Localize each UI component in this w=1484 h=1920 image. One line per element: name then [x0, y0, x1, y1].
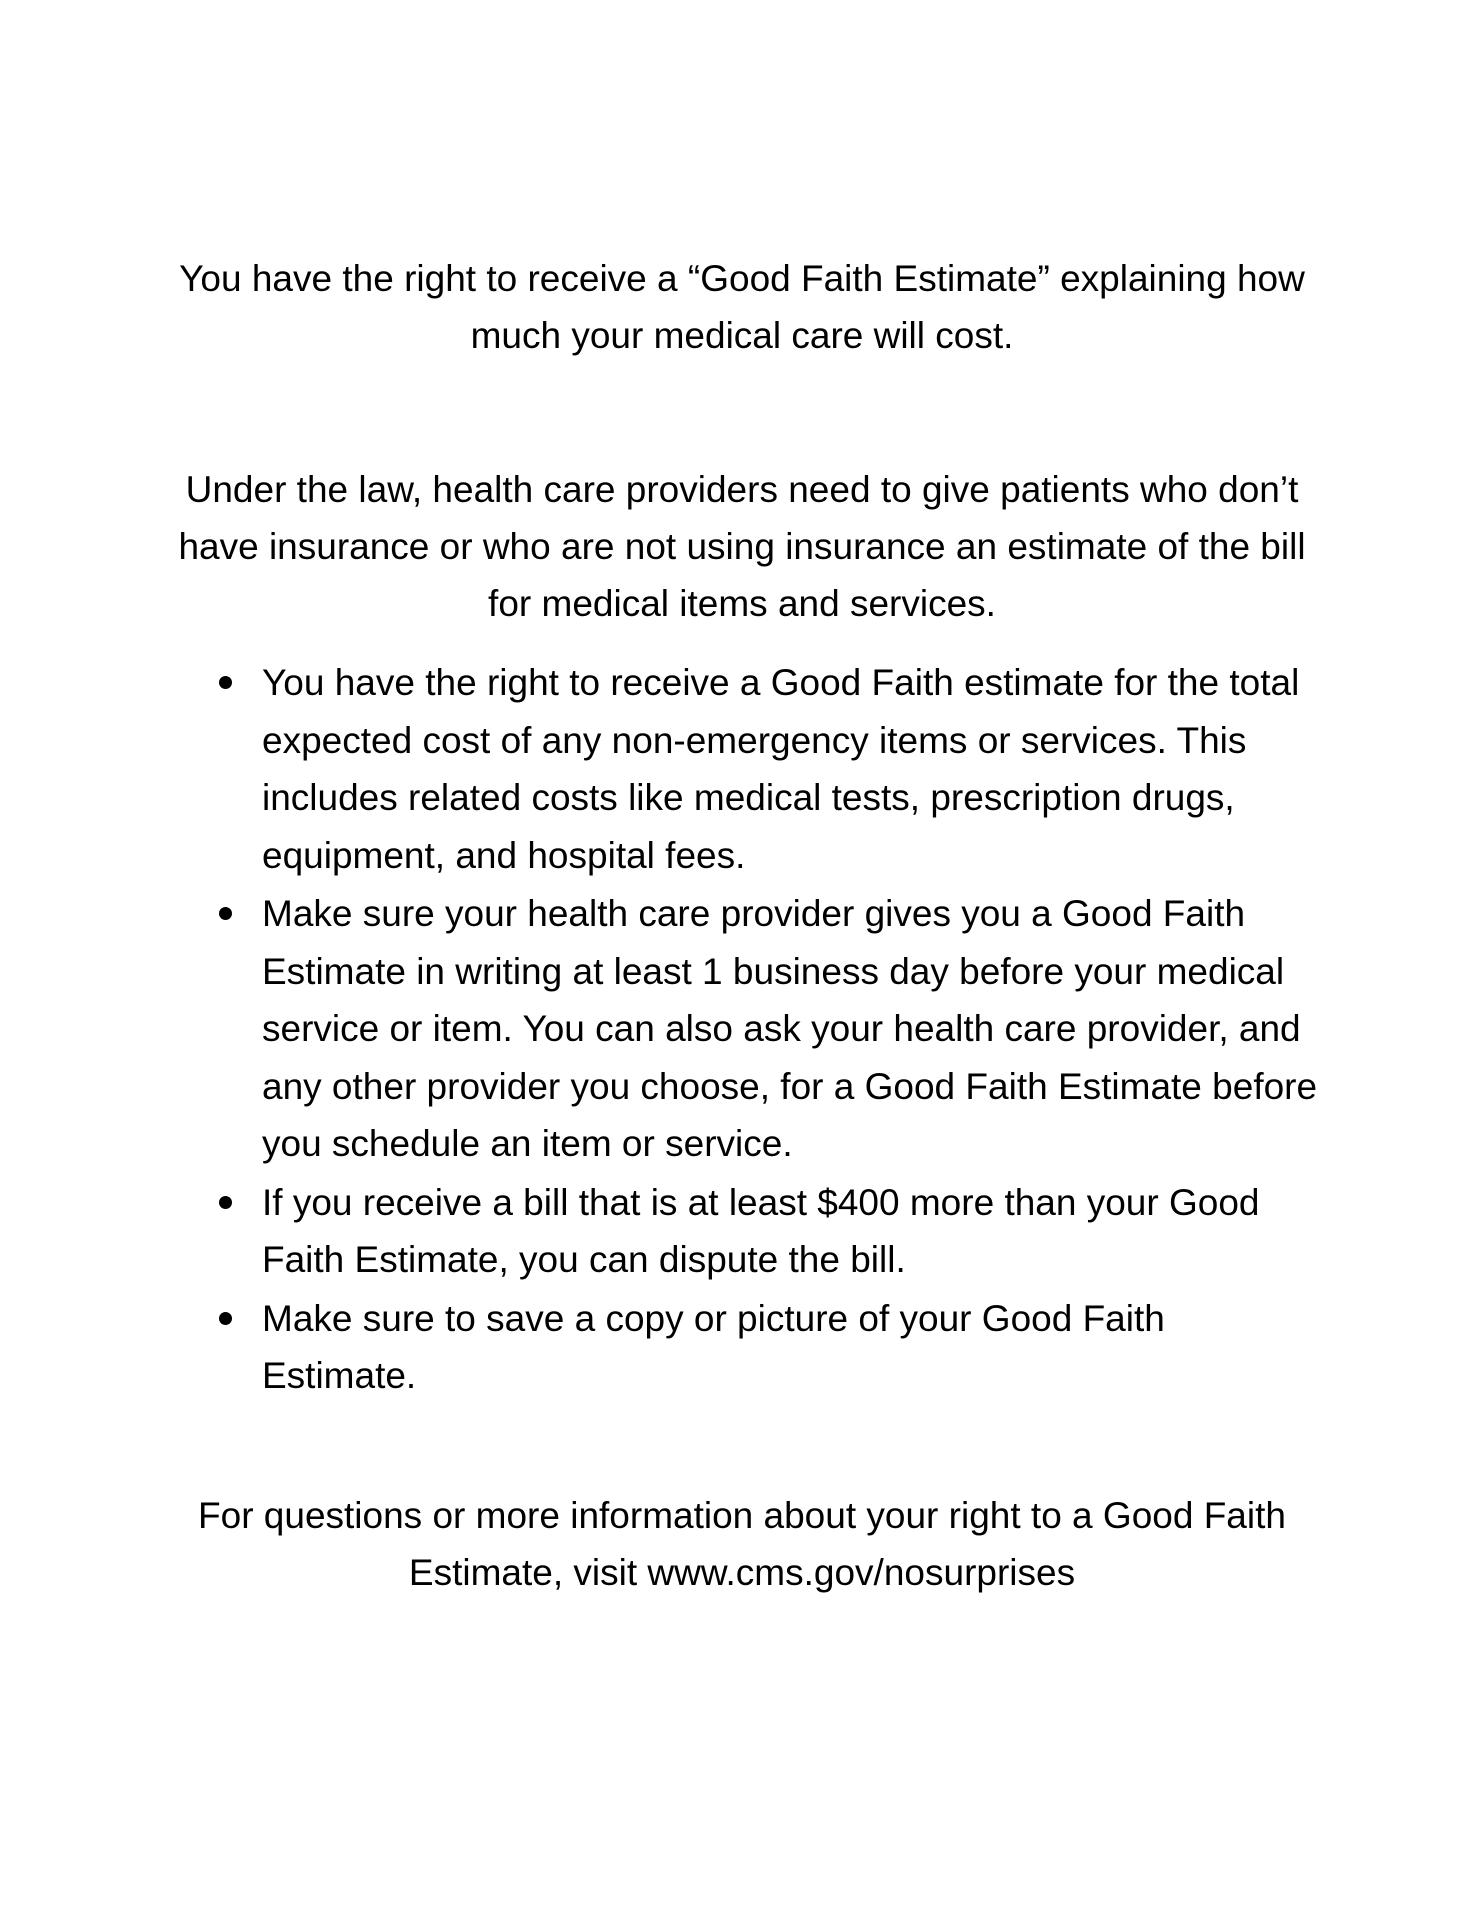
bullet-icon [219, 907, 232, 920]
bullet-icon [219, 1312, 232, 1325]
list-item [200, 1290, 1320, 1405]
bullet-icon [219, 676, 232, 689]
list-item [200, 885, 1320, 1173]
bullet-icon [219, 1196, 232, 1209]
list-item [200, 1174, 1320, 1289]
intro-paragraph: Under the law, health care providers need to give patients who don’t have insurance or who are not using insurance an estimate of the bill for medical items and services. [178, 469, 1306, 624]
list-item [200, 654, 1320, 884]
list-item-text: If you receive a bill that is at least $400 more than your Good Faith Estimate, you can dispute the bill. [262, 1181, 1260, 1280]
list-item-text: Make sure your health care provider gives you a Good Faith Estimate in writing at least 1 business day before your medical service or item. You can also ask your health care provider, and any other provider you choose, for a Good Faith Estimate before you schedule an item or service. [262, 893, 1318, 1164]
document-title: You have the right to receive a “Good Faith Estimate” explaining how much your medical care will cost. [179, 258, 1305, 356]
list-item-text: You have the right to receive a Good Faith estimate for the total expected cost of any non-emergency items or services. This includes related costs like medical tests, prescription drugs, equipment, and hospital fees. [262, 662, 1300, 876]
list-item-text: Make sure to save a copy or picture of your Good Faith Estimate. [262, 1297, 1165, 1396]
footer-paragraph: For questions or more information about your right to a Good Faith Estimate, visit www.cms.gov/nosurprises [198, 1495, 1286, 1593]
rights-list [200, 654, 1320, 1406]
